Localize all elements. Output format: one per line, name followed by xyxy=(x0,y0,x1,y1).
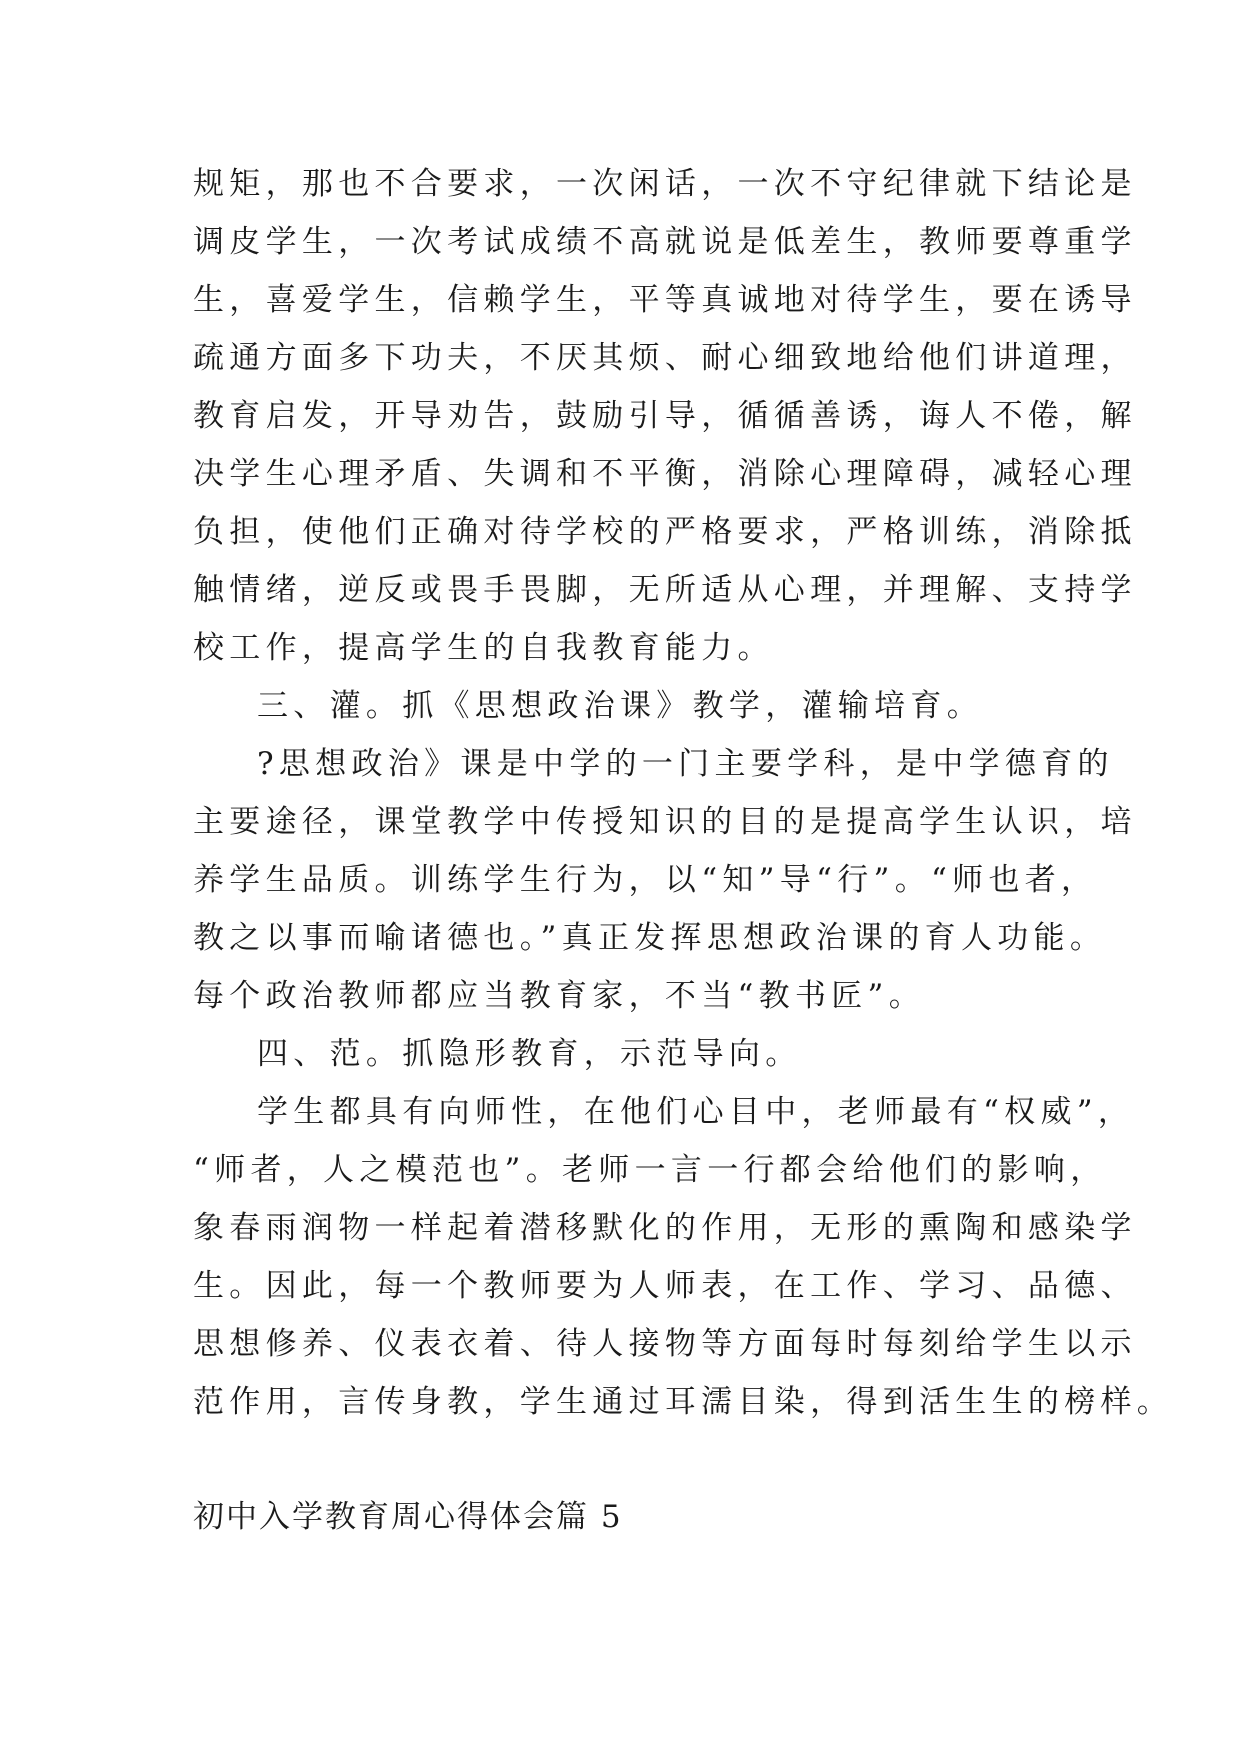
body-line: 思想修养、仪表衣着、待人接物等方面每时每刻给学生以示 xyxy=(193,1326,1137,1362)
body-line: 学生都具有向师性，在他们心目中，老师最有“权威”， xyxy=(257,1094,1135,1130)
body-line: 决学生心理矛盾、失调和不平衡，消除心理障碍，减轻心理 xyxy=(193,456,1137,492)
body-line: ?思想政治》课是中学的一门主要学科，是中学德育的 xyxy=(257,746,1114,782)
section-heading-three: 三、灌。抓《思想政治课》教学，灌输培育。 xyxy=(257,688,983,724)
body-line: 调皮学生，一次考试成绩不高就说是低差生，教师要尊重学 xyxy=(193,224,1137,260)
body-line: 象春雨润物一样起着潜移默化的作用，无形的熏陶和感染学 xyxy=(193,1210,1137,1246)
body-line: 生，喜爱学生，信赖学生，平等真诚地对待学生，要在诱导 xyxy=(193,282,1137,318)
body-line: 触情绪，逆反或畏手畏脚，无所适从心理，并理解、支持学 xyxy=(193,572,1137,608)
body-line: 养学生品质。训练学生行为，以“知”导“行”。“师也者， xyxy=(193,862,1098,898)
body-line: 主要途径，课堂教学中传授知识的目的是提高学生认识，培 xyxy=(193,804,1137,840)
body-line: 生。因此，每一个教师要为人师表，在工作、学习、品德、 xyxy=(193,1268,1137,1304)
section-heading-four: 四、范。抓隐形教育，示范导向。 xyxy=(257,1036,802,1072)
body-line: 范作用，言传身教，学生通过耳濡目染，得到活生生的榜样。 xyxy=(193,1384,1174,1420)
body-line: 教之以事而喻诸德也。”真正发挥思想政治课的育人功能。 xyxy=(193,920,1107,956)
body-line: 疏通方面多下功夫，不厌其烦、耐心细致地给他们讲道理， xyxy=(193,340,1137,376)
body-line: 规矩，那也不合要求，一次闲话，一次不守纪律就下结论是 xyxy=(193,166,1137,202)
body-line: “师者，人之模范也”。老师一言一行都会给他们的影响， xyxy=(193,1152,1107,1188)
body-line: 负担，使他们正确对待学校的严格要求，严格训练，消除抵 xyxy=(193,514,1137,550)
body-line: 每个政治教师都应当教育家，不当“教书匠”。 xyxy=(193,978,925,1014)
body-line: 校工作，提高学生的自我教育能力。 xyxy=(193,630,774,666)
article-section-title: 初中入学教育周心得体会篇 5 xyxy=(193,1499,623,1535)
body-line: 教育启发，开导劝告，鼓励引导，循循善诱，诲人不倦，解 xyxy=(193,398,1137,434)
